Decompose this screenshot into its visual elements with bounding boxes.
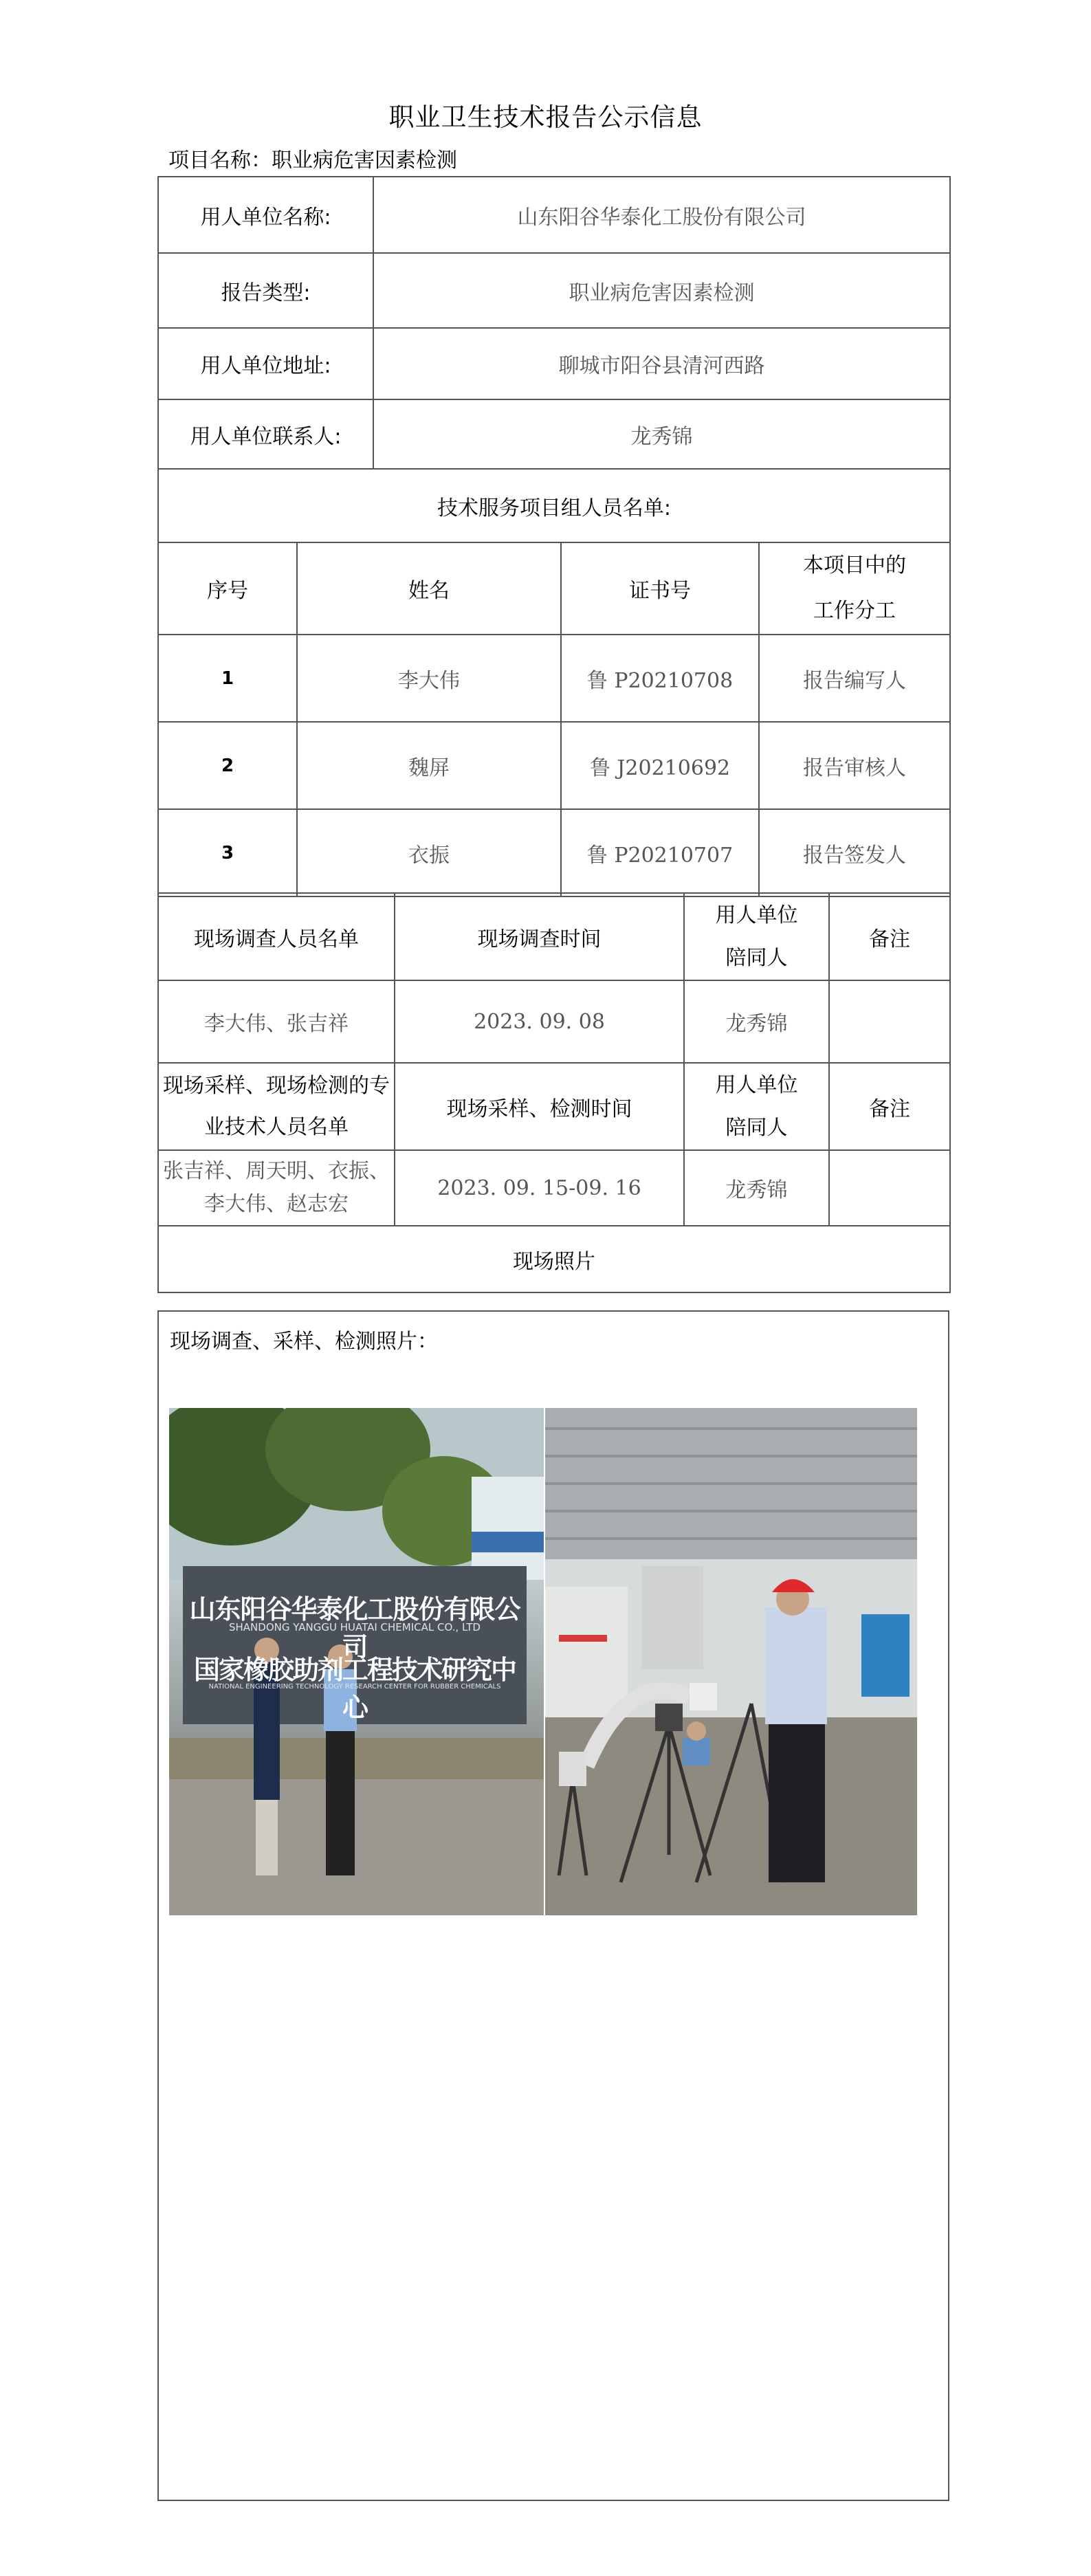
photos-label: 现场调查、采样、检测照片： [170, 1330, 438, 1354]
row-no: 1 [158, 635, 297, 722]
survey-header-people: 现场调查人员名单 [158, 893, 395, 980]
survey-note [829, 980, 950, 1063]
sign-center-en-text: NATIONAL ENGINEERING TECHNOLOGY RESEARCH CENTER FOR RUBBER CHEMICALS [208, 1683, 501, 1691]
survey-people: 李大伟、张吉祥 [158, 980, 395, 1063]
row-cert: 鲁 P20210707 [561, 809, 759, 896]
contact-label: 用人单位联系人: [158, 399, 373, 469]
survey-header-companion: 用人单位陪同人 [684, 893, 829, 980]
address-label: 用人单位地址: [158, 328, 373, 399]
info-table [157, 176, 951, 543]
header-name: 姓名 [297, 542, 561, 635]
row-name: 衣振 [297, 809, 561, 896]
sign-sub-text: SHANDONG YANGGU HUATAI CHEMICAL CO., LTD [229, 1621, 481, 1633]
photo-sampling [545, 1408, 917, 1915]
page-title: 职业卫生技术报告公示信息 [388, 102, 703, 132]
unit-name-label: 用人单位名称: [158, 177, 373, 253]
row-no: 3 [158, 809, 297, 896]
survey-time: 2023. 09. 08 [395, 980, 684, 1063]
row-role: 报告签发人 [759, 809, 950, 896]
row-cert: 鲁 P20210708 [561, 635, 759, 722]
team-section-title: 技术服务项目组人员名单: [158, 469, 950, 542]
report-type-label: 报告类型: [158, 253, 373, 328]
report-type-value: 职业病危害因素检测 [373, 253, 950, 328]
row-role: 报告审核人 [759, 722, 950, 809]
photo-company-sign [169, 1408, 544, 1915]
row-no: 2 [158, 722, 297, 809]
team-table [157, 542, 951, 897]
sign-main-text: 山东阳谷华泰化工股份有限公司 [189, 1594, 520, 1662]
table-row [158, 722, 950, 809]
row-cert: 鲁 J20210692 [561, 722, 759, 809]
sampling-time: 2023. 09. 15-09. 16 [395, 1150, 684, 1226]
photo-section [157, 1310, 949, 2501]
sign-center-text: 国家橡胶助剂工程技术研究中心 [193, 1655, 516, 1723]
sampling-header-time: 现场采样、检测时间 [395, 1063, 684, 1150]
sampling-companion: 龙秀锦 [684, 1150, 829, 1226]
unit-name-value: 山东阳谷华泰化工股份有限公司 [373, 177, 950, 253]
table-row [158, 635, 950, 722]
header-no: 序号 [158, 542, 297, 635]
sampling-note [829, 1150, 950, 1226]
survey-header-note: 备注 [829, 893, 950, 980]
sampling-header-companion: 用人单位陪同人 [684, 1063, 829, 1150]
survey-header-time: 现场调查时间 [395, 893, 684, 980]
sampling-people: 张吉祥、周天明、衣振、李大伟、赵志宏 [158, 1150, 395, 1226]
sampling-header-people: 现场采样、现场检测的专业技术人员名单 [158, 1063, 395, 1150]
address-value: 聊城市阳谷县清河西路 [373, 328, 950, 399]
survey-table [157, 892, 951, 1293]
header-cert: 证书号 [561, 542, 759, 635]
sampling-header-note: 备注 [829, 1063, 950, 1150]
project-name: 项目名称：职业病危害因素检测 [168, 148, 457, 173]
contact-value: 龙秀锦 [373, 399, 950, 469]
row-name: 魏屏 [297, 722, 561, 809]
table-row [158, 809, 950, 896]
row-name: 李大伟 [297, 635, 561, 722]
survey-companion: 龙秀锦 [684, 980, 829, 1063]
row-role: 报告编写人 [759, 635, 950, 722]
sampling-scene [545, 1408, 917, 1915]
header-role: 本项目中的工作分工 [759, 542, 950, 635]
photos-title: 现场照片 [158, 1226, 950, 1292]
